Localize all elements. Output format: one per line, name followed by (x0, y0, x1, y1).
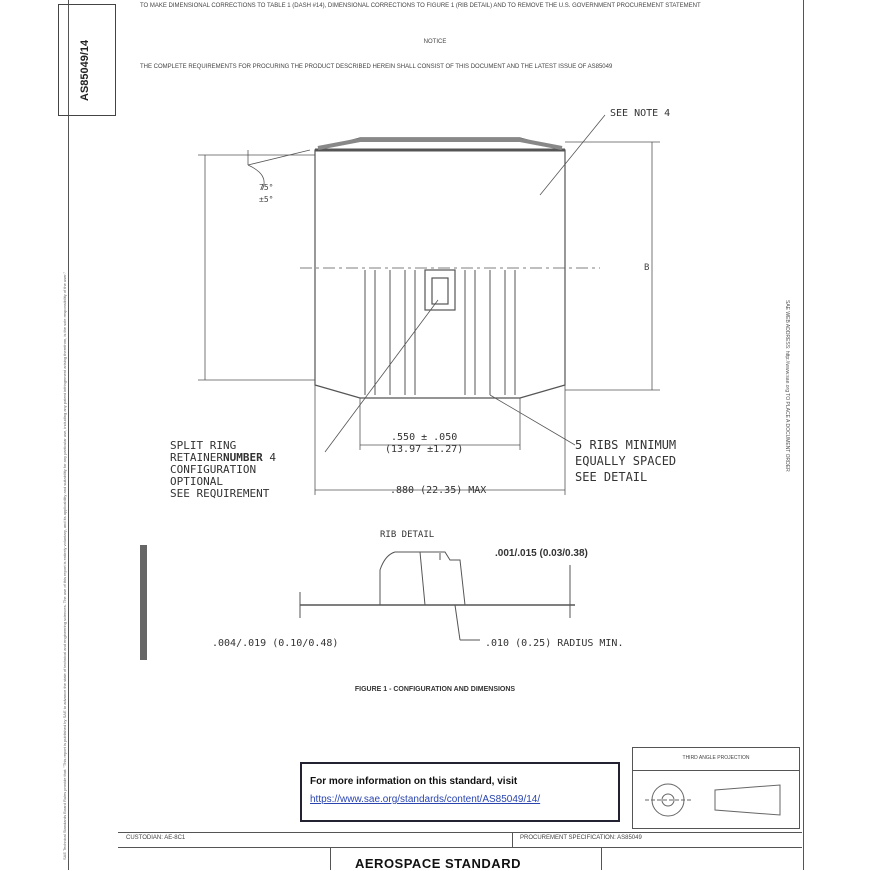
rib-dimension-label: .001/.015 (0.03/0.38) (495, 548, 588, 559)
angle-label-line2: ±5° (259, 195, 274, 204)
right-margin-text: SAE WEB ADDRESS: http://www.sae.org TO PLACE A DOCUMENT ORDER (784, 300, 790, 472)
aerospace-standard-title: AEROSPACE STANDARD (355, 856, 521, 871)
left-margin-legal-text: SAE Technical Standards Board Rules provide that: "This report is published by SAE to advance the state of technical and engineering sciences. The use of this report is entirely voluntary, and its applicability and suitability for any particular use, including any patent infringement arising therefrom, is the sole responsibility of the user." (62, 271, 67, 860)
document-id: AS85049/14 (79, 39, 91, 101)
revision-note: TO MAKE DIMENSIONAL CORRECTIONS TO TABLE 1 (DASH #14), DIMENSIONAL CORRECTIONS TO FIGURE 1 (RIB DETAIL) AND TO REMOVE THE U.S. GOVERNMENT PROCUREMENT STATEMENT (140, 3, 701, 9)
dim-b-label: B (644, 263, 650, 273)
rib-detail-title: RIB DETAIL (380, 530, 435, 540)
standard-link[interactable]: https://www.sae.org/standards/content/AS85049/14/ (310, 794, 541, 805)
projection-label: THIRD ANGLE PROJECTION (682, 755, 750, 761)
max-dimension-label: .880 (22.35) MAX (390, 485, 487, 496)
figure-caption: FIGURE 1 - CONFIGURATION AND DIMENSIONS (354, 686, 516, 693)
see-note-label: SEE NOTE 4 (610, 108, 671, 119)
requirements-text: THE COMPLETE REQUIREMENTS FOR PROCURING THE PRODUCT DESCRIBED HEREIN SHALL CONSIST OF THIS DOCUMENT AND THE LATEST ISSUE OF AS85049 (140, 64, 613, 70)
inner-dimension-label: .550 ± .050 (13.97 ±1.27) (385, 432, 464, 455)
info-box-title: For more information on this standard, visit (310, 776, 518, 787)
ribs-label: 5 RIBS MINIMUM EQUALLY SPACED SEE DETAIL (575, 438, 677, 484)
projection-box (632, 747, 800, 829)
title-block-row (118, 832, 802, 848)
custodian-label: CUSTODIAN: AE-8C1 (126, 835, 186, 841)
scale-bar (140, 545, 147, 660)
angle-label-line1: 75° (259, 183, 274, 192)
rib-lines (365, 270, 515, 395)
rib-thickness-label: .004/.019 (0.10/0.48) (212, 638, 339, 649)
split-ring-label: SPLIT RING RETAINERNUMBER 4 CONFIGURATION OPTIONAL SEE REQUIREMENT (170, 439, 276, 500)
info-box (300, 762, 620, 822)
notice-title: NOTICE (423, 39, 447, 45)
rib-radius-label: .010 (0.25) RADIUS MIN. (485, 638, 624, 649)
rib-detail-drawing (300, 552, 575, 640)
procurement-spec-label: PROCUREMENT SPECIFICATION: AS85049 (520, 835, 642, 841)
